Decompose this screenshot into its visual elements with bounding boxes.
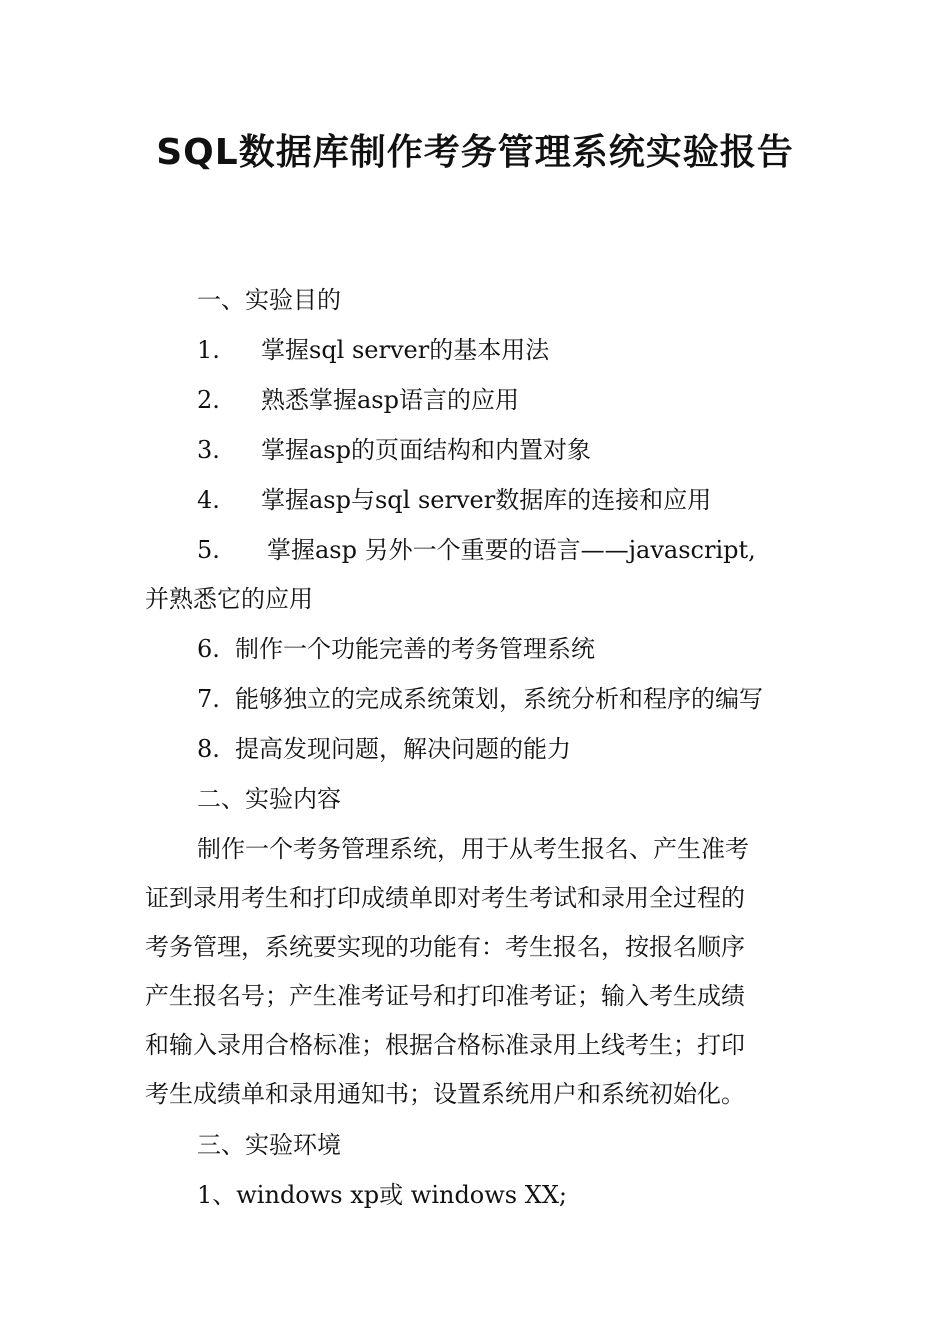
objective-number: 2. — [197, 386, 220, 414]
objective-text: 掌握asp 另外一个重要的语言——javascript, — [267, 536, 756, 564]
objective-text: 掌握asp与sql server数据库的连接和应用 — [261, 486, 712, 514]
document-title: SQL数据库制作考务管理系统实验报告 — [156, 132, 794, 173]
objective-number: 6. — [197, 635, 220, 663]
objective-item — [145, 684, 862, 714]
objective-item — [145, 385, 862, 415]
content-paragraph-line: 考生成绩单和录用通知书；设置系统用户和系统初始化。 — [145, 1080, 745, 1108]
objective-number: 7. — [197, 685, 220, 713]
section-heading-objectives: 一、实验目的 — [197, 286, 341, 314]
objective-item — [145, 535, 862, 565]
objective-number: 4. — [197, 486, 220, 514]
content-paragraph-line: 产生报名号；产生准考证号和打印准考证；输入考生成绩 — [145, 982, 745, 1010]
objective-text: 熟悉掌握asp语言的应用 — [261, 386, 519, 414]
objective-number: 3. — [197, 436, 220, 464]
content-paragraph-line: 考务管理，系统要实现的功能有：考生报名，按报名顺序 — [145, 933, 745, 961]
objective-item-continuation: 并熟悉它的应用 — [145, 585, 313, 613]
objective-number: 5. — [197, 536, 220, 564]
content-paragraph-line: 证到录用考生和打印成绩单即对考生考试和录用全过程的 — [145, 884, 745, 912]
objective-text: 掌握sql server的基本用法 — [261, 336, 550, 364]
objective-text: 能够独立的完成系统策划，系统分析和程序的编写 — [235, 685, 763, 713]
content-paragraph-line: 和输入录用合格标准；根据合格标准录用上线考生；打印 — [145, 1031, 745, 1059]
section-heading-content: 二、实验内容 — [197, 785, 341, 813]
objective-item — [145, 634, 862, 664]
objective-item — [145, 485, 862, 515]
objective-number: 8. — [197, 735, 220, 763]
objective-item — [145, 335, 862, 365]
content-paragraph-line: 制作一个考务管理系统，用于从考生报名、产生准考 — [197, 835, 749, 863]
objective-item — [145, 734, 862, 764]
objective-text: 提高发现问题，解决问题的能力 — [235, 735, 571, 763]
objective-text: 掌握asp的页面结构和内置对象 — [261, 436, 591, 464]
section-heading-environment: 三、实验环境 — [197, 1131, 341, 1159]
objective-text: 制作一个功能完善的考务管理系统 — [235, 635, 595, 663]
objective-number: 1. — [197, 336, 220, 364]
objective-item — [145, 435, 862, 465]
environment-item: 1、windows xp或 windows XX; — [197, 1181, 568, 1209]
